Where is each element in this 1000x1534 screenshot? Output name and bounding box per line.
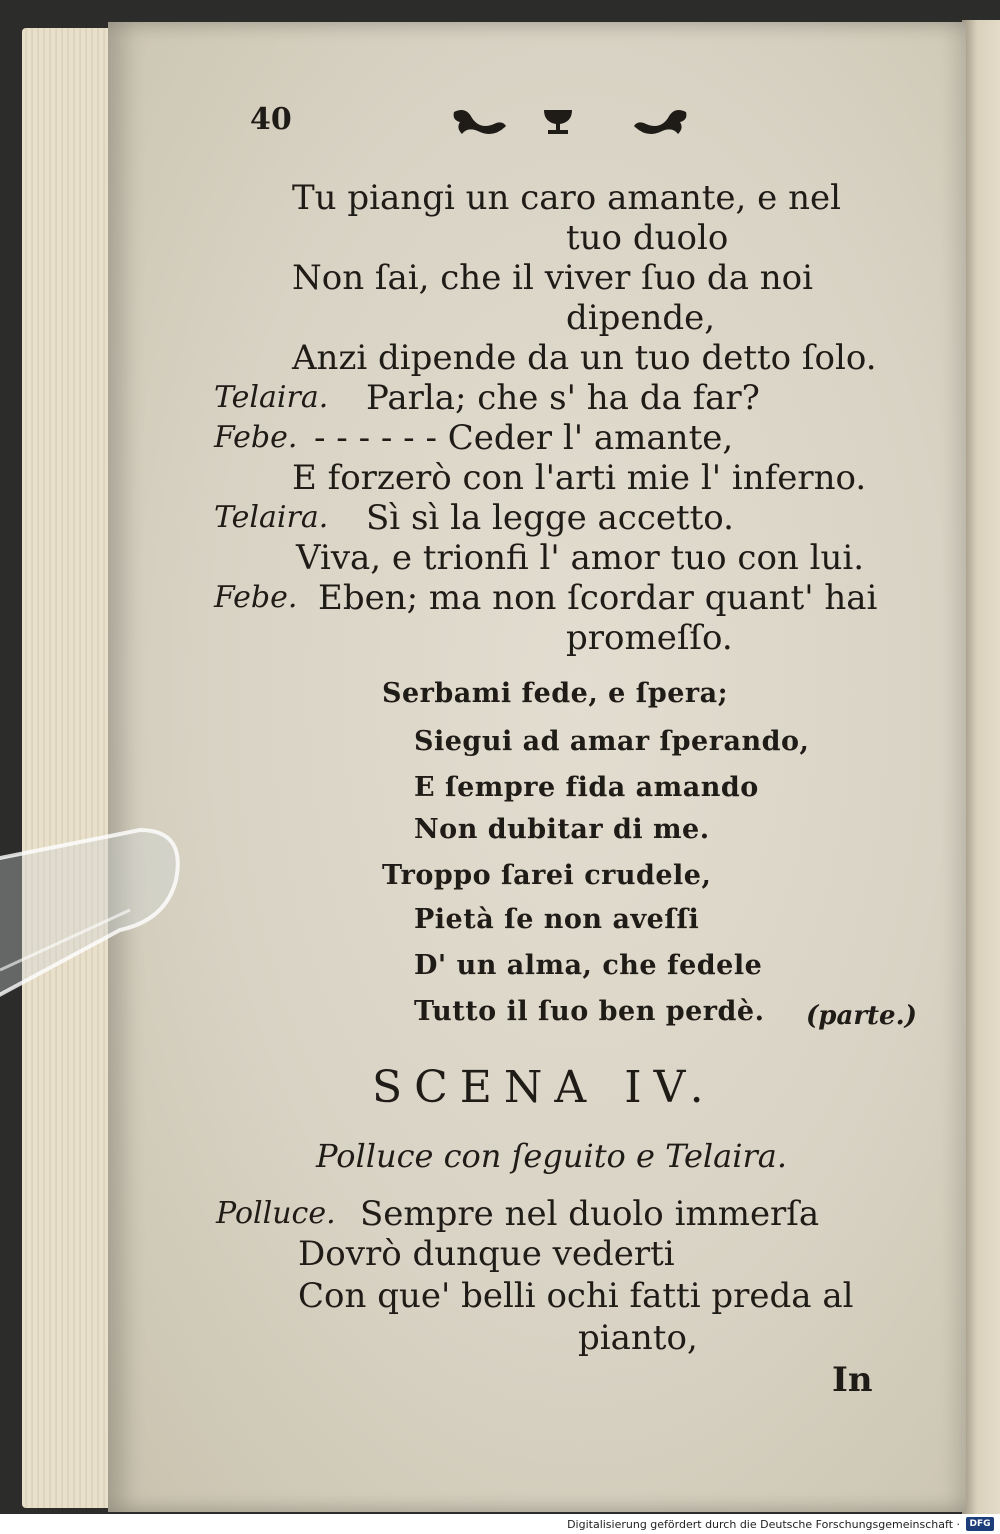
verse-line: Tu piangi un caro amante, e nel xyxy=(292,178,841,218)
verse-line: Viva, e trionfi l' amor tuo con lui. xyxy=(296,538,865,578)
aria-line: Tutto il ſuo ben perdè. xyxy=(414,996,765,1027)
speaker-name: Febe. xyxy=(214,580,298,615)
footer-credit: Digitalisierung gefördert durch die Deutsche Forschungsgemeinschaft · xyxy=(567,1518,960,1531)
verse-line: E forzerò con l'arti mie l' inferno. xyxy=(292,458,867,498)
catchword: In xyxy=(832,1360,873,1400)
leaf-right-ornament xyxy=(630,104,690,140)
verse-line: tuo duolo xyxy=(566,218,729,258)
verse-line: pianto, xyxy=(578,1318,698,1358)
aria-line: Pietà ſe non aveſſi xyxy=(414,904,700,935)
speaker-name: Polluce. xyxy=(216,1196,336,1231)
page-number: 40 xyxy=(250,102,292,137)
aria-line: Serbami fede, e ſpera; xyxy=(382,678,729,709)
scene-title: SCENA IV. xyxy=(372,1062,716,1113)
speaker-name: Telaira. xyxy=(214,380,329,415)
aria-line: Troppo ſarei crudele, xyxy=(382,860,712,891)
leaf-left-ornament xyxy=(450,104,510,140)
scene-subtitle: Polluce con ſeguito e Telaira. xyxy=(316,1137,787,1175)
verse-line: Sì sì la legge accetto. xyxy=(366,498,734,538)
verse-line: Parla; che s' ha da far? xyxy=(366,378,760,418)
page-header xyxy=(250,98,710,144)
verse-line: - - - - - - Ceder l' amante, xyxy=(314,418,734,458)
verse-line: Sempre nel duolo immerſa xyxy=(360,1194,820,1234)
page-holder-clip xyxy=(0,820,190,1020)
aria-line: Siegui ad amar ſperando, xyxy=(414,726,810,757)
speaker-name: Febe. xyxy=(214,420,298,455)
verse-line: promeſſo. xyxy=(566,618,733,658)
dfg-logo: DFG xyxy=(966,1517,994,1531)
facing-page-edge xyxy=(962,20,1000,1514)
verse-line: Eben; ma non ſcordar quant' hai xyxy=(318,578,878,618)
verse-line: dipende, xyxy=(566,298,716,338)
verse-line: Dovrò dunque vederti xyxy=(298,1234,675,1274)
aria-line: D' un alma, che fedele xyxy=(414,950,763,981)
aria-line: Non dubitar di me. xyxy=(414,814,710,845)
aria-line: E ſempre fida amando xyxy=(414,772,759,803)
verse-line: Con que' belli ochi fatti preda al xyxy=(298,1276,854,1316)
cup-ornament xyxy=(538,104,578,140)
verse-line: Anzi dipende da un tuo detto ſolo. xyxy=(292,338,877,378)
stage-direction: (parte.) xyxy=(806,1001,917,1031)
speaker-name: Telaira. xyxy=(214,500,329,535)
verse-line: Non ſai, che il viver ſuo da noi xyxy=(292,258,814,298)
